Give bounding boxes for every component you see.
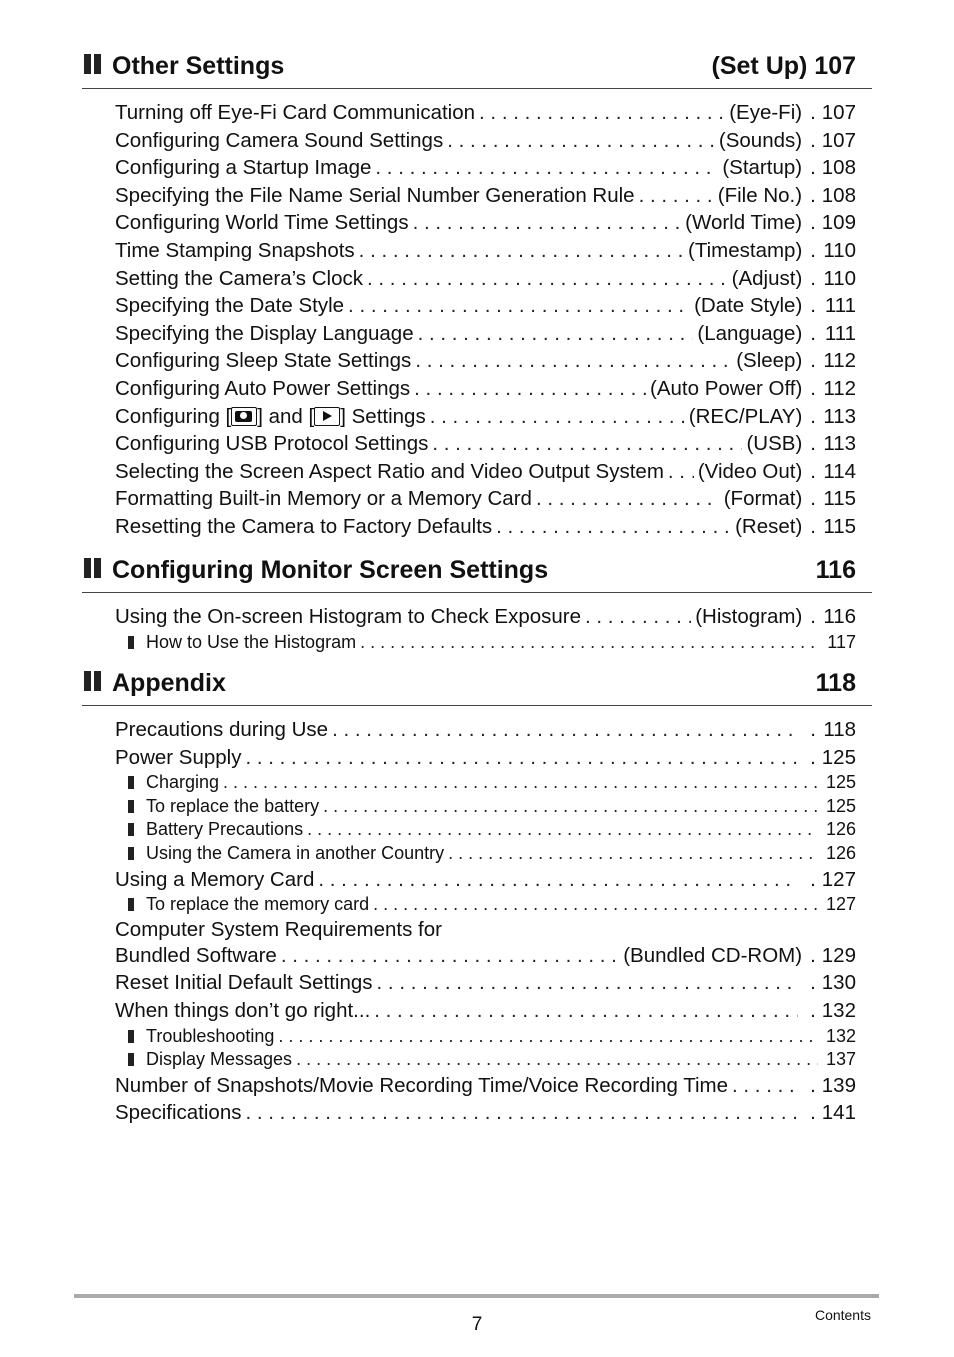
dot-leader xyxy=(479,99,725,127)
dot-leader xyxy=(245,1099,798,1127)
toc-entry-row xyxy=(115,292,856,320)
toc-entry-menu-tag: (World Time) xyxy=(685,211,803,235)
toc-entry-row xyxy=(115,99,856,127)
toc-entry-page: 126 xyxy=(825,819,856,840)
bullet-icon xyxy=(128,1030,134,1043)
toc-entry-text: Turning off Eye-Fi Card Communication xyxy=(115,101,476,124)
toc-entry-text: Power Supply xyxy=(115,745,242,769)
toc-entry-page: 127 xyxy=(821,867,856,891)
toc-entry-menu-tag: (Startup) xyxy=(722,156,803,180)
dot-leader xyxy=(377,969,799,997)
dot-leader xyxy=(323,795,818,819)
toc-subentry[interactable] xyxy=(115,771,856,795)
toc-entry[interactable] xyxy=(115,99,856,127)
dot-leader-end: . xyxy=(810,745,816,769)
dot-leader xyxy=(496,513,731,541)
toc-entry-menu-tag: (Eye-Fi) xyxy=(729,101,803,124)
toc-entry[interactable] xyxy=(115,430,856,458)
toc-entry[interactable] xyxy=(115,265,856,293)
toc-entry-text: How to Use the Histogram xyxy=(146,631,357,652)
toc-entry-row xyxy=(115,237,856,265)
dot-leader xyxy=(639,182,714,210)
dot-leader xyxy=(367,265,728,293)
toc-entry-page: 108 xyxy=(821,183,856,207)
toc-entry-row xyxy=(115,1099,856,1127)
toc-entry[interactable] xyxy=(115,1072,856,1100)
toc-entry-row xyxy=(115,154,856,182)
toc-entry-row xyxy=(115,603,856,631)
dot-leader-end: . xyxy=(810,971,816,995)
dot-leader xyxy=(360,631,818,655)
bullet-icon xyxy=(128,776,134,789)
toc-entry-row xyxy=(115,997,856,1025)
bullet-icon xyxy=(128,636,134,649)
toc-entry[interactable] xyxy=(115,1099,856,1127)
dot-leader xyxy=(432,430,742,458)
toc-entry-menu-tag: (REC/PLAY) xyxy=(688,404,803,428)
toc-entry-row xyxy=(115,866,856,894)
dot-leader xyxy=(413,209,682,237)
section-page-ref: (Set Up) 107 xyxy=(711,52,856,80)
dot-leader xyxy=(448,842,818,866)
toc-subentry[interactable] xyxy=(115,818,856,842)
section-marker-icon xyxy=(84,54,102,74)
toc-entry[interactable] xyxy=(115,154,856,182)
toc-entry-line[interactable] xyxy=(115,917,856,942)
dot-leader-end: . xyxy=(810,459,816,483)
camera-icon xyxy=(231,407,257,426)
toc-entry-row xyxy=(115,1072,856,1100)
dot-leader-end: . xyxy=(810,156,816,180)
dot-leader-end: . xyxy=(810,1073,816,1097)
toc-entry-text: Troubleshooting xyxy=(146,1025,275,1046)
toc-subentry[interactable] xyxy=(115,1025,856,1049)
toc-entry-menu-tag: (Histogram) xyxy=(695,605,803,628)
dot-leader-end: . xyxy=(810,321,816,345)
entry-list xyxy=(82,593,872,654)
dot-leader xyxy=(332,716,798,744)
toc-entry-page: 107 xyxy=(821,101,856,124)
toc-entry[interactable] xyxy=(115,127,856,155)
toc-entry-text: Bundled Software xyxy=(115,943,277,967)
section-header xyxy=(82,52,872,89)
toc-entry-text: Specifications xyxy=(115,1101,242,1125)
toc-entry-row xyxy=(115,744,856,772)
toc-entry-page: 139 xyxy=(821,1073,856,1097)
toc-entry-menu-tag: (Adjust) xyxy=(731,266,803,290)
dot-leader xyxy=(296,1048,818,1072)
toc-entry-text: To replace the battery xyxy=(146,795,320,816)
toc-entry-page: 132 xyxy=(821,998,856,1022)
toc-entry[interactable] xyxy=(115,458,856,486)
dot-leader xyxy=(585,603,691,631)
toc-entry-text: Battery Precautions xyxy=(146,819,304,840)
toc-entry[interactable] xyxy=(115,237,856,265)
toc-subentry[interactable] xyxy=(115,893,856,917)
section-marker-icon xyxy=(84,558,102,578)
dot-leader-end: . xyxy=(810,183,816,207)
toc-subentry[interactable] xyxy=(115,631,856,655)
toc-entry[interactable] xyxy=(115,347,856,375)
dot-leader xyxy=(278,1025,818,1049)
dot-leader-end: . xyxy=(810,349,816,373)
toc-entry-text: To replace the memory card xyxy=(146,894,370,915)
toc-entry-row xyxy=(115,716,856,744)
toc-entry[interactable] xyxy=(115,403,856,431)
section-appendix xyxy=(82,669,872,1127)
dot-leader xyxy=(536,485,720,513)
toc-entry-page: 115 xyxy=(823,487,856,511)
dot-leader-end: . xyxy=(810,266,816,290)
toc-entry-row xyxy=(115,942,856,970)
dot-leader-end: . xyxy=(810,998,816,1022)
toc-subentry[interactable] xyxy=(115,795,856,819)
dot-leader-end: . xyxy=(810,404,816,428)
toc-entry-text: Charging xyxy=(146,772,220,793)
dot-leader xyxy=(732,1072,798,1100)
toc-entry-page: 108 xyxy=(821,156,856,180)
toc-entry-menu-tag: (Language) xyxy=(697,321,803,345)
toc-entry[interactable] xyxy=(115,292,856,320)
toc-entry-text: Configuring Sleep State Settings xyxy=(115,349,412,373)
dot-leader xyxy=(668,458,694,486)
dot-leader-end: . xyxy=(810,101,816,124)
dot-leader xyxy=(418,320,694,348)
toc-entry-row xyxy=(115,1048,856,1072)
dot-leader xyxy=(318,866,798,894)
section-title: Other Settings xyxy=(112,52,285,80)
toc-entry-page: 117 xyxy=(827,631,856,652)
toc-entry-menu-tag: (Format) xyxy=(723,487,803,511)
toc-entry-page: 141 xyxy=(821,1101,856,1125)
toc-entry-row xyxy=(115,265,856,293)
toc-entry-text: Configuring a Startup Image xyxy=(115,156,372,180)
section-monitor-screen xyxy=(82,556,872,654)
toc-entry-page: 113 xyxy=(823,432,856,456)
toc-entry[interactable] xyxy=(115,182,856,210)
dot-leader xyxy=(447,127,715,155)
toc-entry-page: 115 xyxy=(823,514,856,538)
toc-entry-text: Formatting Built-in Memory or a Memory Card xyxy=(115,487,532,511)
toc-entry-text: Time Stamping Snapshots xyxy=(115,238,355,262)
toc-entry[interactable] xyxy=(115,744,856,772)
toc-entry-menu-tag: (Bundled CD-ROM) xyxy=(623,943,803,967)
toc-entry-row xyxy=(115,795,856,819)
toc-entry-text-part: Configuring [ xyxy=(115,404,232,428)
toc-entry-page: 125 xyxy=(825,795,856,816)
section-marker-icon xyxy=(84,671,102,691)
toc-entry-text: Using the On-screen Histogram to Check Exposure xyxy=(115,605,582,628)
toc-entry-row xyxy=(115,631,856,655)
toc-entry[interactable] xyxy=(115,320,856,348)
toc-entry[interactable] xyxy=(115,942,856,970)
toc-entry-menu-tag: (Auto Power Off) xyxy=(650,376,803,400)
dot-leader xyxy=(348,292,690,320)
toc-entry-text: Display Messages xyxy=(146,1049,293,1070)
toc-entry-page: 110 xyxy=(823,266,856,290)
toc-entry[interactable] xyxy=(115,997,856,1025)
toc-entry[interactable] xyxy=(115,603,856,631)
toc-entry-text: Specifying the File Name Serial Number Generation Rule xyxy=(115,183,635,207)
toc-entry-row xyxy=(115,127,856,155)
toc-entry-page: 130 xyxy=(821,971,856,995)
dot-leader xyxy=(415,347,732,375)
toc-entry-page: 114 xyxy=(823,459,856,483)
toc-entry-text: Precautions during Use xyxy=(115,718,329,741)
toc-entry-row xyxy=(115,893,856,917)
toc-entry-row xyxy=(115,458,856,486)
toc-entry-page: 125 xyxy=(821,745,856,769)
section-page-ref: 118 xyxy=(815,669,856,697)
toc-entry-page: 137 xyxy=(825,1049,856,1070)
dot-leader-end: . xyxy=(810,605,816,628)
toc-entry-text-part: ] Settings xyxy=(340,404,426,428)
footer-rule xyxy=(74,1294,879,1298)
toc-entry-row xyxy=(115,209,856,237)
section-title: Configuring Monitor Screen Settings xyxy=(112,556,549,584)
toc-entry-text-part: ] and [ xyxy=(257,404,315,428)
toc-entry[interactable] xyxy=(115,969,856,997)
dot-leader xyxy=(374,997,798,1025)
dot-leader xyxy=(375,154,718,182)
dot-leader-end: . xyxy=(810,718,816,741)
toc-entry-page: 112 xyxy=(823,349,856,373)
dot-leader-end: . xyxy=(810,211,816,235)
dot-leader xyxy=(245,744,798,772)
dot-leader-end: . xyxy=(810,1101,816,1125)
toc-entry-page: 132 xyxy=(825,1025,856,1046)
toc-entry-page: 111 xyxy=(824,294,856,318)
toc-subentry[interactable] xyxy=(115,1048,856,1072)
toc-entry-menu-tag: (Sleep) xyxy=(736,349,803,373)
bullet-icon xyxy=(128,823,134,836)
entry-list xyxy=(82,89,872,541)
dot-leader xyxy=(359,237,684,265)
page-number: 7 xyxy=(471,1314,483,1335)
toc-entry-page: 111 xyxy=(824,321,856,345)
toc-entry-menu-tag: (File No.) xyxy=(717,183,803,207)
section-other-settings xyxy=(82,52,872,541)
dot-leader-end: . xyxy=(810,487,816,511)
toc-entry[interactable] xyxy=(115,716,856,744)
toc-entry[interactable] xyxy=(115,866,856,894)
bullet-icon xyxy=(128,1053,134,1066)
play-icon xyxy=(314,407,340,426)
toc-entry-text: When things don’t go right... xyxy=(115,998,371,1022)
toc-subentry[interactable] xyxy=(115,842,856,866)
entry-list xyxy=(82,706,872,1127)
toc-entry-text: Using the Camera in another Country xyxy=(146,842,445,863)
toc-entry-menu-tag: (USB) xyxy=(746,432,803,456)
dot-leader xyxy=(414,375,646,403)
toc-entry-text: Resetting the Camera to Factory Defaults xyxy=(115,514,493,538)
toc-entry-page: 126 xyxy=(825,842,856,863)
toc-entry-text: Computer System Requirements for xyxy=(115,917,442,941)
toc-entry-row xyxy=(115,513,856,541)
toc-entry-row xyxy=(115,320,856,348)
toc-entry-menu-tag: (Timestamp) xyxy=(688,238,803,262)
toc-entry-page: 107 xyxy=(821,128,856,152)
toc-entry-row xyxy=(115,969,856,997)
footer-label: Contents xyxy=(814,1307,871,1323)
toc-entry-page: 118 xyxy=(823,718,856,741)
toc-entry-row xyxy=(115,818,856,842)
toc-entry-row xyxy=(115,182,856,210)
toc-entry-row xyxy=(115,347,856,375)
toc-entry[interactable] xyxy=(115,485,856,513)
toc-entry[interactable] xyxy=(115,375,856,403)
toc-entry-page: 129 xyxy=(821,943,856,967)
toc-entry-page: 110 xyxy=(823,238,856,262)
dot-leader-end: . xyxy=(810,943,816,967)
toc-entry-menu-tag: (Date Style) xyxy=(694,294,803,318)
toc-entry-page: 116 xyxy=(823,605,856,628)
toc-entry-text: Configuring Auto Power Settings xyxy=(115,376,411,400)
toc-entry-page: 113 xyxy=(823,404,856,428)
dot-leader xyxy=(430,403,685,431)
section-title: Appendix xyxy=(112,669,226,697)
dot-leader-end: . xyxy=(810,128,816,152)
toc-entry-menu-tag: (Sounds) xyxy=(718,128,803,152)
toc-entry-text: Configuring USB Protocol Settings xyxy=(115,432,429,456)
dot-leader xyxy=(307,818,818,842)
dot-leader-end: . xyxy=(810,238,816,262)
toc-entry-page: 125 xyxy=(825,772,856,793)
toc-entry-text: Specifying the Display Language xyxy=(115,321,414,345)
toc-entry-row xyxy=(115,403,856,431)
toc-entry-page: 112 xyxy=(823,376,856,400)
toc-entry-text: Configuring World Time Settings xyxy=(115,211,409,235)
toc-entry-menu-tag: (Video Out) xyxy=(697,459,803,483)
toc-entry-row xyxy=(115,842,856,866)
toc-entry[interactable] xyxy=(115,209,856,237)
dot-leader-end: . xyxy=(810,432,816,456)
bullet-icon xyxy=(128,898,134,911)
toc-entry-row xyxy=(115,375,856,403)
toc-entry-menu-tag: (Reset) xyxy=(735,514,803,538)
toc-entry-text: Number of Snapshots/Movie Recording Time/Voice Recording Time xyxy=(115,1073,729,1097)
toc-entry[interactable] xyxy=(115,513,856,541)
dot-leader-end: . xyxy=(810,514,816,538)
dot-leader xyxy=(223,771,818,795)
bullet-icon xyxy=(128,800,134,813)
dot-leader xyxy=(373,893,818,917)
section-page-ref: 116 xyxy=(815,556,856,584)
toc-entry-text: Reset Initial Default Settings xyxy=(115,971,373,995)
toc-entry-text: Using a Memory Card xyxy=(115,867,315,891)
section-header xyxy=(82,556,872,593)
dot-leader-end: . xyxy=(810,294,816,318)
toc-entry-page: 109 xyxy=(821,211,856,235)
dot-leader xyxy=(281,942,619,970)
section-header xyxy=(82,669,872,706)
bullet-icon xyxy=(128,847,134,860)
toc-entry-text: Setting the Camera’s Clock xyxy=(115,266,364,290)
toc-entry-text: Specifying the Date Style xyxy=(115,294,345,318)
toc-entry-row xyxy=(115,771,856,795)
toc-entry-row xyxy=(115,1025,856,1049)
toc-entry-text xyxy=(115,403,426,431)
toc-entry-row xyxy=(115,430,856,458)
toc-entry-text: Selecting the Screen Aspect Ratio and Video Output System xyxy=(115,459,664,483)
toc-entry-row xyxy=(115,485,856,513)
dot-leader-end: . xyxy=(810,376,816,400)
toc-entry-text: Configuring Camera Sound Settings xyxy=(115,128,444,152)
toc-entry-page: 127 xyxy=(825,894,856,915)
dot-leader-end: . xyxy=(810,867,816,891)
